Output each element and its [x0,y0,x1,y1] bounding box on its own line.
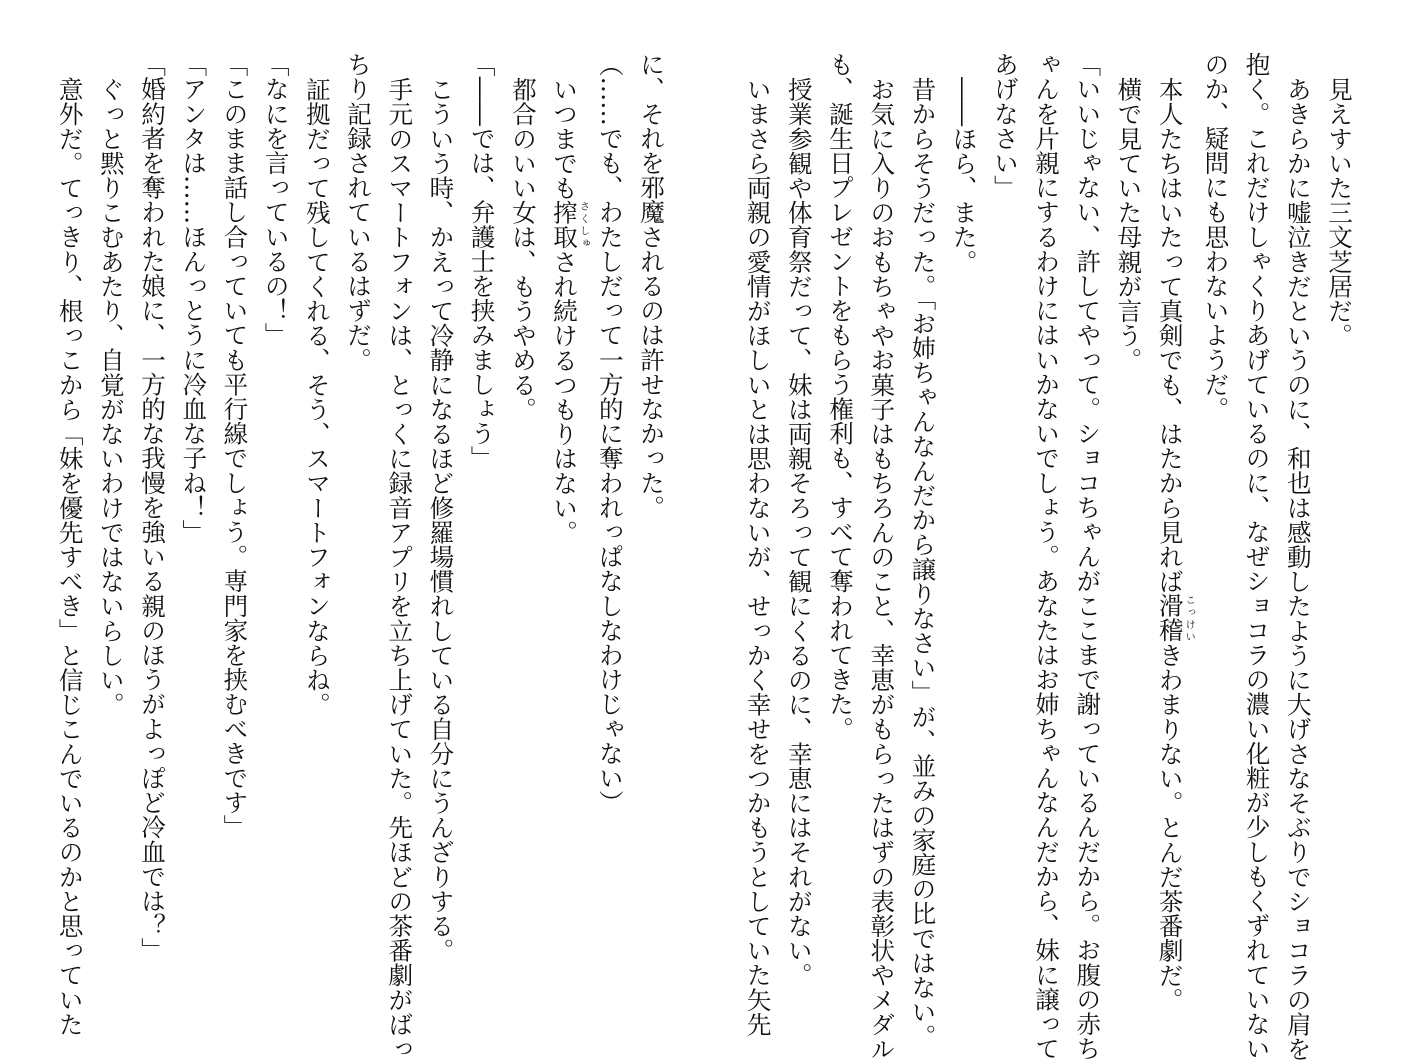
line-text: お気に入りのおもちゃやお菓子はもちろんのこと、幸恵がもらったはずの表彰状やメダル [867,76,897,1061]
line-text: 「アンタは……ほんっとうに冷血な子ね！」 [179,52,209,544]
line-text: 意外だ。てっきり、根っこから「妹を優先すべき」と信じこんでいるのかと思っていた [55,76,85,1036]
line-text: のか、疑問にも思わないようだ。 [1201,52,1231,421]
right-page [743,52,1360,1061]
text-line [1067,52,1108,1061]
line-text: 見えすいた三文芝居だ。 [1325,76,1354,348]
line-text: 「婚約者を奪われた娘に、一方的な我慢を強いる親のほうがよっぽど冷血では？」 [138,52,168,963]
ruby-reading: こっけい [1183,593,1196,643]
line-text: に、それを邪魔されるのは許せなかった。 [637,52,666,520]
line-text: あきらかに嘘泣きだというのに、和也は感動したように大げさなそぶりでショコラの肩を [1283,76,1313,1061]
text-line [985,52,1026,972]
line-text: 都合のいい女は、もうやめる。 [508,76,538,421]
line-text: 本人たちはいたって真剣でも、はたから見れば [1155,76,1185,594]
text-line [214,52,255,972]
text-line [420,52,461,972]
line-text: ちり記録されているはずだ。 [344,52,374,372]
text-line [820,52,861,972]
line-text: も、誕生日プレゼントをもらう権利も、すべて奪われてきた。 [826,52,856,741]
text-line [1278,52,1319,1061]
text-line [49,52,90,1036]
line-text: 「このまま話し合っていても平行線でしょう。専門家を挟むべきです」 [220,52,250,840]
text-line [255,52,296,972]
text-line [132,52,173,972]
text-line [1236,52,1277,1061]
text-line [91,52,132,972]
line-text: （……でも、わたしだって一方的に奪われっぱなしなわけじゃない） [595,52,625,815]
line-text: 「いいじゃない、許してやって。ショコちゃんがここまで謝っているんだから。お腹の赤ち [1073,52,1103,1061]
line-text: 授業参観や体育祭だって、妹は両親そろって観にくるのに、幸恵にはそれがない。 [784,76,814,987]
ruby-reading: さくしゅ [577,199,590,249]
line-text: ぐっと黙りこむあたり、自覚がないわけではないらしい。 [96,76,126,717]
line-text: 証拠だって残してくれる、そう、スマートフォンならね。 [302,76,332,717]
left-page [55,52,672,1061]
text-line [1108,52,1149,972]
line-text: 横で見ていた母親が言う。 [1114,76,1144,372]
ruby-word [1155,593,1196,643]
line-text: 抱く。これだけしゃくりあげているのに、なぜショコラの濃い化粧が少しもくずれていない [1242,52,1272,1061]
text-line [1319,52,1360,972]
line-text: いつまでも [550,76,580,200]
text-line [544,52,590,972]
line-text-after: され続けるつもりはない。 [550,248,580,544]
ruby-base: 滑稽 [1155,593,1185,643]
text-line [297,52,338,972]
text-line [861,52,902,1061]
line-text: 「――では、弁護士を挟みましょう」 [467,52,497,471]
text-line [173,52,214,972]
line-text: ゃんを片親にするわけにはいかないでしょう。あなたはお姉ちゃんなんだから、妹に譲って [1032,52,1062,1061]
ruby-base: 搾取 [550,199,580,249]
line-text: 手元のスマートフォンは、とっくに録音アプリを立ち上げていた。先ほどの茶番劇がばっ [385,76,415,1061]
line-text: こういう時、かえって冷静になるほど修羅場慣れしている自分にうんざりする。 [426,76,456,963]
text-line [737,52,778,1036]
text-line [461,52,502,972]
text-line [943,52,984,972]
line-text: あげなさい」 [990,52,1020,200]
ruby-word [550,199,590,249]
text-line [379,52,420,1061]
text-line [1195,52,1236,972]
text-line [779,52,820,987]
text-line [338,52,379,972]
text-line [631,52,672,972]
line-text: 昔からそうだった。「お姉ちゃんなんだから譲りなさい」が、並みの家庭の比ではない。 [908,76,938,1049]
line-text: いまさら両親の愛情がほしいとは思わないが、せっかく幸せをつかもうとしていた矢先 [743,76,773,1036]
text-line [590,52,631,972]
line-text: ――ほら、また。 [949,76,979,274]
text-line [1149,52,1196,1012]
text-line [503,52,544,972]
text-line [1026,52,1067,1061]
line-text: 「なにを言っているの！」 [261,52,291,348]
line-text-after: きわまりない。とんだ茶番劇だ。 [1155,642,1185,1012]
text-line [902,52,943,1049]
